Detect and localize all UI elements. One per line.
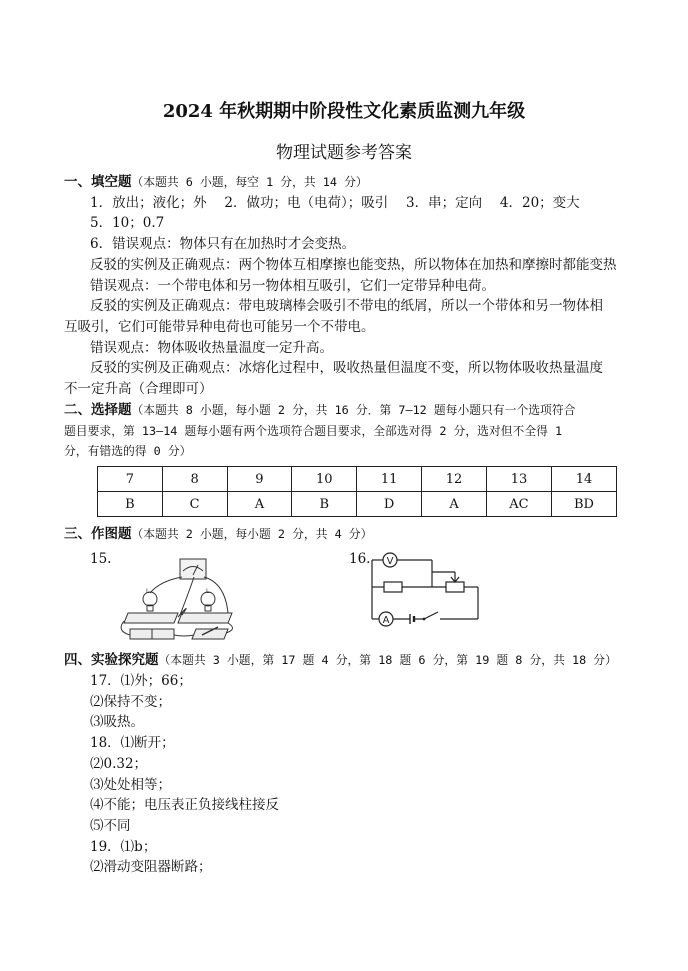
q6-line-6: 错误观点：物体吸收热量温度一定升高。 [90,340,333,356]
ammeter-label: A [382,615,390,626]
bulb-l2-label: L [206,588,210,595]
question-number: 8 [162,467,227,492]
bulb-l1-label: L [146,588,150,595]
section4-heading-line [64,652,617,669]
section1-heading-line [64,174,368,191]
section3-heading: 三、作图题 [64,526,132,542]
switch-pivot [423,618,426,621]
answer-cell: B [292,492,357,517]
answer-cell: A [422,492,487,517]
section4-heading: 四、实验探究题 [64,652,159,668]
q17-line-2: ⑵保持不变； [90,694,171,710]
section2-heading-line [64,402,575,419]
q18-line-1: 18．⑴断开； [90,735,175,751]
answer-cell: D [357,492,422,517]
q18-line-5: ⑸不同 [90,818,131,834]
bulb-board-left [124,613,178,623]
q6-line-2: 反驳的实例及正确观点：两个物体互相摩擦也能变热，所以物体在加热和摩擦时都能变热 [90,257,617,273]
resistor-icon [384,582,402,592]
page-subtitle: 物理试题参考答案 [276,143,412,163]
q6-line-8: 不一定升高（合理即可） [64,381,213,397]
q15-label: 15. [90,551,112,567]
q17-line-3: ⑶吸热。 [90,714,144,730]
answer-cell: AC [486,492,551,517]
bulb-board-right [178,613,232,623]
question-number: 11 [357,467,422,492]
answer-cell: B [98,492,163,517]
switch-icon [424,612,438,619]
q18-line-3: ⑶处处相等； [90,777,171,793]
q6-line-1: 6．错误观点：物体只有在加热时才会变热。 [90,236,356,252]
voltmeter-label: V [386,556,394,567]
section3-note: （本题共 2 小题，每小题 2 分，共 4 分） [131,527,373,541]
answers-line-1: 1．放出；液化；外 2．做功；电（电荷）；吸引 3．串；定向 4．20；变大 [90,195,580,211]
wire [180,577,194,615]
q6-line-4: 反驳的实例及正确观点：带电玻璃棒会吸引不带电的纸屑，所以一个带体和另一物体相 [90,298,603,314]
q18-line-4: ⑷不能；电压表正负接线柱接反 [90,797,279,813]
q16-circuit-schematic [366,548,482,630]
answer-table [97,466,617,517]
section3-heading-line [64,526,372,543]
page-title: 2024 年秋期期中阶段性文化素质监测九年级 [162,101,526,122]
answers-line-2: 5．10；0.7 [90,215,165,231]
q19-line-2: ⑵滑动变阻器断路； [90,859,212,875]
answer-cell: C [162,492,227,517]
q18-line-2: ⑵0.32； [90,756,148,772]
wire [150,577,182,593]
q17-line-1: 17．⑴外；66； [90,673,192,689]
meter-box [180,559,206,579]
section2-heading: 二、选择题 [64,402,132,418]
section1-heading: 一、填空题 [64,174,132,190]
table-row [98,492,617,517]
section1-note: （本题共 6 小题，每空 1 分，共 14 分） [131,175,368,189]
rheostat-icon [446,582,464,592]
q6-line-5: 互吸引，它们可能带异种电荷也可能另一个不带电。 [64,319,375,335]
wire [174,635,194,636]
answer-cell: BD [551,492,616,517]
q19-line-1: 19．⑴b； [90,839,157,855]
answer-cell: A [227,492,292,517]
section2-note-3: 分，有错选的得 0 分） [64,444,192,458]
section4-note: （本题共 3 小题，第 17 题 4 分，第 18 题 6 分，第 19 题 8 分，共 18 分） [158,653,617,667]
q15-circuit-drawing [120,553,250,645]
q16-label: 16. [349,551,371,567]
question-number: 7 [98,467,163,492]
question-number: 9 [227,467,292,492]
question-number: 10 [292,467,357,492]
table-row [98,467,617,492]
question-number: 12 [422,467,487,492]
question-number: 14 [551,467,616,492]
q6-line-7: 反驳的实例及正确观点：冰熔化过程中，吸收热量但温度不变，所以物体吸收热量温度 [90,360,603,376]
section2-note-1: （本题共 8 小题，每小题 2 分，共 16 分．第 7—12 题每小题只有一个选项符合 [131,403,576,417]
question-number: 13 [486,467,551,492]
section2-note-2: 题目要求，第 13—14 题每小题有两个选项符合题目要求，全部选对得 2 分，选对但不全得 1 [64,424,563,438]
q6-line-3: 错误观点：一个带电体和另一物体相互吸引，它们一定带异种电荷。 [90,278,495,294]
wire [204,577,228,613]
